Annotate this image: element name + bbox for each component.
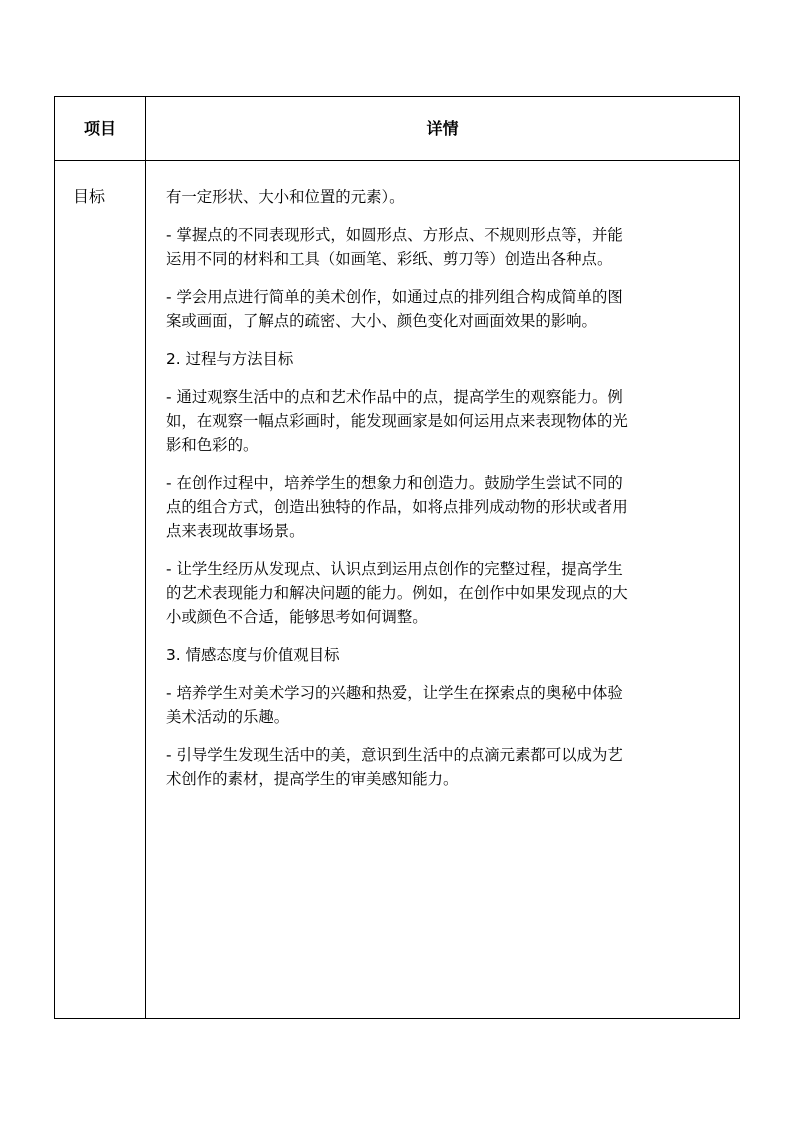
detail-line: 术创作的素材，提高学生的审美感知能力。 [166, 770, 459, 788]
content-table [54, 96, 740, 1019]
detail-line: - 通过观察生活中的点和艺术作品中的点，提高学生的观察能力。例 [166, 388, 623, 406]
detail-line: 影和色彩的。 [166, 436, 259, 454]
row-label-goals: 目标 [73, 187, 106, 206]
detail-line: - 掌握点的不同表现形式，如圆形点、方形点、不规则形点等，并能 [166, 226, 623, 244]
section-heading-attitude: 3. 情感态度与价值观目标 [166, 646, 340, 664]
detail-line: 点来表现故事场景。 [166, 522, 305, 540]
detail-line: - 培养学生对美术学习的兴趣和热爱，让学生在探索点的奥秘中体验 [166, 684, 623, 702]
row-details [166, 185, 728, 805]
table-header-row [55, 97, 739, 161]
detail-line: 案或画面，了解点的疏密、大小、颜色变化对画面效果的影响。 [166, 312, 597, 330]
detail-line: - 学会用点进行简单的美术创作，如通过点的排列组合构成简单的图 [166, 288, 623, 306]
header-item-label: 项目 [83, 119, 116, 138]
detail-line: 美术活动的乐趣。 [166, 708, 290, 726]
detail-line: 点的组合方式，创造出独特的作品，如将点排列成动物的形状或者用 [166, 498, 628, 516]
detail-line: - 让学生经历从发现点、认识点到运用点创作的完整过程，提高学生 [166, 560, 623, 578]
detail-line: - 在创作过程中，培养学生的想象力和创造力。鼓励学生尝试不同的 [166, 474, 623, 492]
detail-line: 的艺术表现能力和解决问题的能力。例如，在创作中如果发现点的大 [166, 584, 628, 602]
detail-line: 有一定形状、大小和位置的元素）。 [166, 188, 405, 206]
detail-line: - 引导学生发现生活中的美，意识到生活中的点滴元素都可以成为艺 [166, 746, 623, 764]
section-heading-process: 2. 过程与方法目标 [166, 350, 294, 368]
column-divider [145, 97, 146, 1018]
detail-line: 运用不同的材料和工具（如画笔、彩纸、剪刀等）创造出各种点。 [166, 250, 613, 268]
header-details-label: 详情 [426, 119, 459, 138]
detail-line: 如，在观察一幅点彩画时，能发现画家是如何运用点来表现物体的光 [166, 412, 628, 430]
detail-line: 小或颜色不合适，能够思考如何调整。 [166, 608, 428, 626]
